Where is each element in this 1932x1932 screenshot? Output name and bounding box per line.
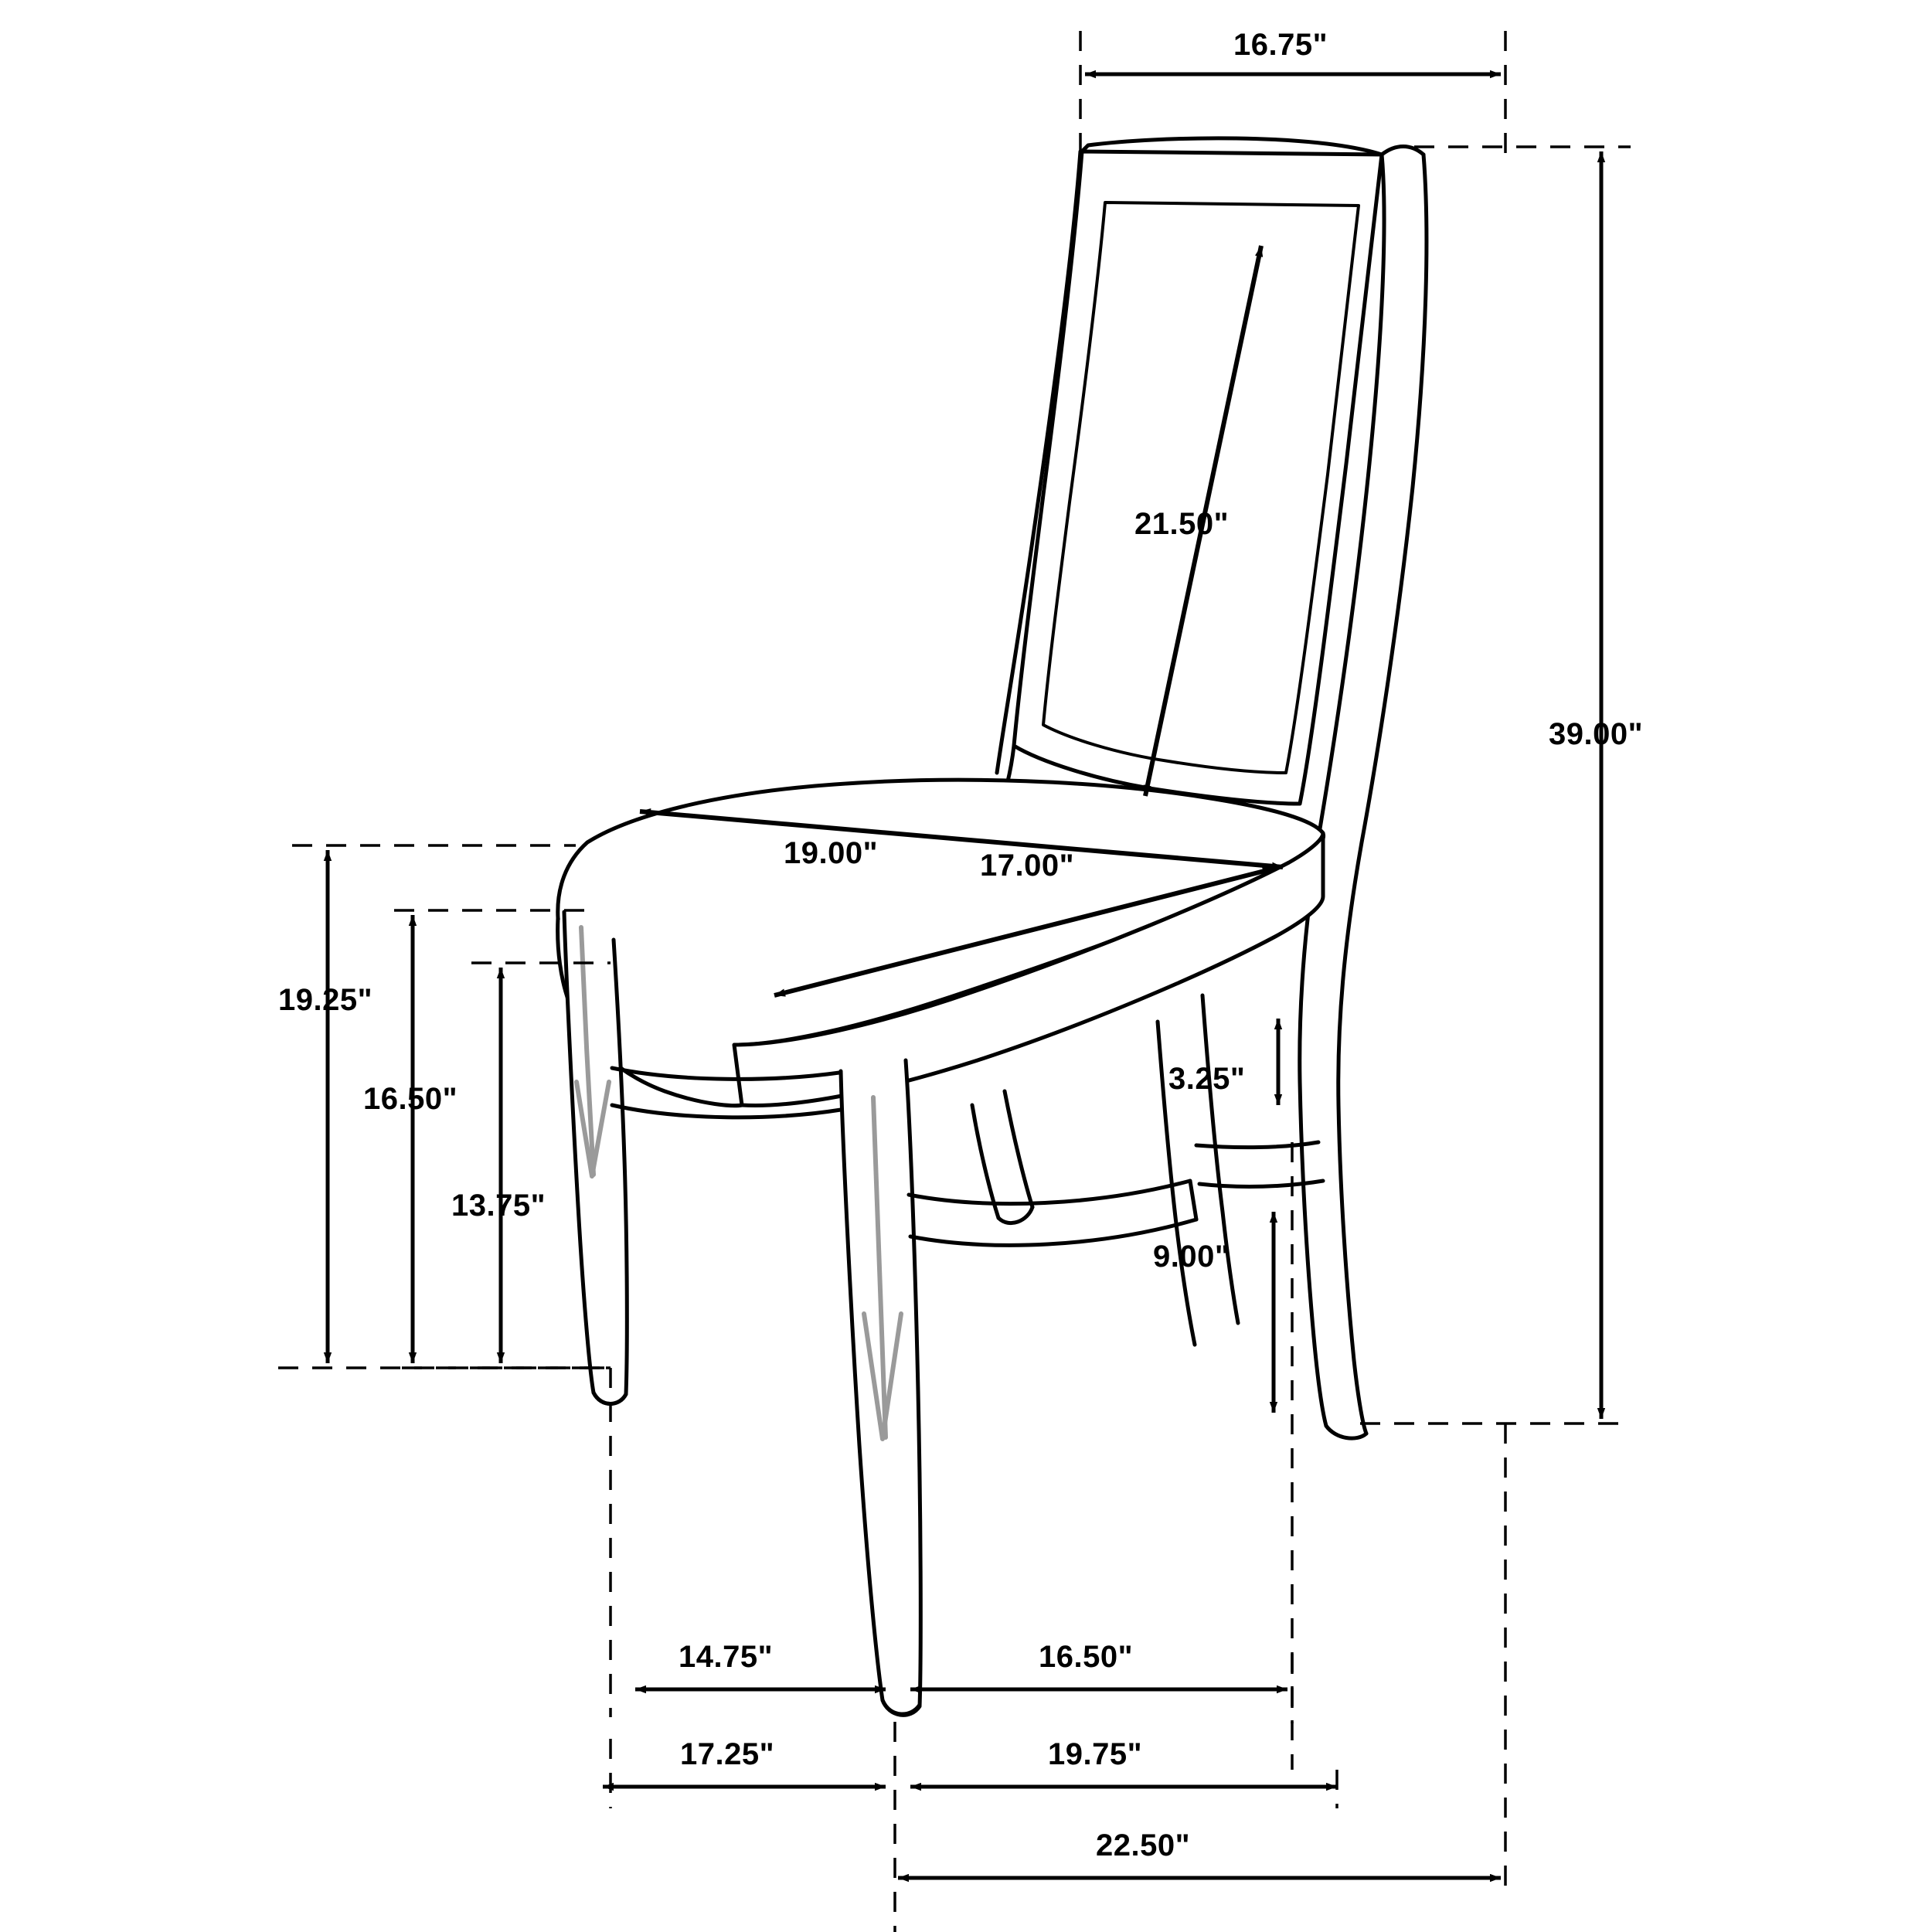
label-overall-height: 39.00" — [1549, 717, 1644, 751]
label-apron-height: 13.75" — [451, 1189, 546, 1223]
label-seat-height: 19.25" — [278, 983, 373, 1017]
label-left-depth: 17.25" — [680, 1737, 775, 1771]
label-seat-depth: 19.00" — [784, 836, 879, 870]
label-right-depth: 19.75" — [1048, 1737, 1143, 1771]
label-seat-frame: 16.50" — [363, 1082, 458, 1116]
chair-illustration — [558, 138, 1507, 1715]
label-rear-span: 16.50" — [1039, 1640, 1134, 1674]
label-back-height: 21.50" — [1134, 507, 1230, 541]
label-apron-thickness: 3.25" — [1168, 1062, 1246, 1096]
label-front-leg-span: 14.75" — [679, 1640, 774, 1674]
label-overall-depth: 22.50" — [1096, 1828, 1191, 1862]
label-seat-width: 17.00" — [980, 849, 1075, 883]
label-rail-height: 9.00" — [1153, 1240, 1230, 1274]
label-back-width: 16.75" — [1233, 28, 1328, 62]
